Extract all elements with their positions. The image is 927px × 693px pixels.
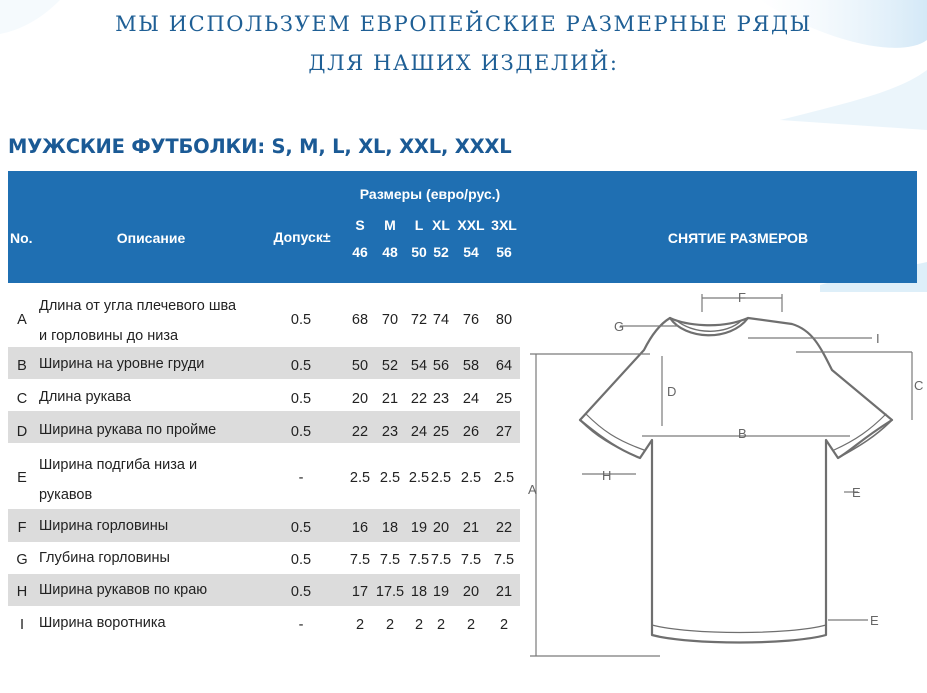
row-value: 7.5 (349, 552, 371, 568)
row-description: Ширина подгиба низа и (39, 457, 198, 473)
row-description: Ширина рукава по пройме (39, 422, 217, 438)
row-value: 18 (410, 584, 428, 600)
diagram-label-d: D (667, 384, 677, 399)
header-description: Описание (116, 230, 186, 246)
row-description: и горловины до низа (39, 328, 179, 344)
row-value: 22 (495, 520, 513, 536)
row-value: 26 (462, 424, 480, 440)
table-row (8, 574, 520, 606)
tshirt-outline (580, 318, 892, 643)
row-value: 56 (432, 358, 450, 374)
row-value: 22 (410, 391, 428, 407)
row-value: 21 (381, 391, 399, 407)
table-row (8, 411, 520, 443)
row-value: 2 (466, 617, 476, 633)
row-value: 2 (385, 617, 395, 633)
row-value: 17.5 (375, 584, 405, 600)
row-no: C (16, 391, 28, 407)
row-tolerance: 0.5 (290, 552, 312, 568)
row-value: 68 (351, 312, 369, 328)
row-tolerance: 0.5 (290, 358, 312, 374)
table-row (8, 542, 520, 574)
row-tolerance: 0.5 (290, 424, 312, 440)
header-euro-size: S (355, 217, 365, 233)
header-measure-title: СНЯТИЕ РАЗМЕРОВ (667, 230, 809, 246)
table-row (8, 509, 520, 542)
table-row (8, 448, 520, 508)
diagram-label-e-sleeve: E (852, 485, 861, 500)
header-rus-size: 50 (411, 244, 427, 260)
row-description: Длина от угла плечевого шва (39, 298, 237, 314)
row-value: 76 (462, 312, 480, 328)
row-value: 17 (351, 584, 369, 600)
row-value: 2.5 (493, 470, 515, 486)
row-no: I (19, 617, 25, 633)
table-header (8, 171, 917, 283)
row-value: 2.5 (379, 470, 401, 486)
row-value: 50 (351, 358, 369, 374)
row-description: Ширина горловины (39, 518, 169, 534)
row-value: 2 (499, 617, 509, 633)
row-value: 74 (432, 312, 450, 328)
table-row (8, 291, 520, 347)
heading-line-1: МЫ ИСПОЛЬЗУЕМ ЕВРОПЕЙСКИЕ РАЗМЕРНЫЕ РЯДЫ (115, 12, 812, 36)
tshirt-measurement-diagram (520, 290, 924, 690)
row-value: 16 (351, 520, 369, 536)
row-value: 20 (462, 584, 480, 600)
row-value: 20 (432, 520, 450, 536)
diagram-label-i: I (876, 331, 880, 346)
tshirt-collar (670, 318, 748, 335)
header-rus-size: 54 (463, 244, 479, 260)
table-row (8, 379, 520, 411)
row-description: рукавов (39, 487, 93, 503)
header-euro-size: XXL (457, 217, 485, 233)
row-tolerance: - (298, 617, 304, 633)
diagram-label-e-hem: E (870, 613, 879, 628)
header-sizes-title: Размеры (евро/рус.) (359, 186, 501, 202)
table-row (8, 606, 520, 642)
diagram-label-a: A (528, 482, 537, 497)
row-no: D (16, 424, 28, 440)
row-value: 23 (381, 424, 399, 440)
row-value: 7.5 (460, 552, 482, 568)
row-value: 7.5 (430, 552, 452, 568)
row-value: 72 (410, 312, 428, 328)
row-value: 25 (432, 424, 450, 440)
header-euro-size: M (384, 217, 396, 233)
row-description: Ширина рукавов по краю (39, 582, 208, 598)
row-description: Длина рукава (39, 389, 131, 405)
table-row (8, 347, 520, 379)
header-tolerance: Допуск± (273, 229, 331, 245)
row-value: 2.5 (408, 470, 430, 486)
row-value: 18 (381, 520, 399, 536)
header-rus-size: 46 (352, 244, 368, 260)
row-tolerance: 0.5 (290, 520, 312, 536)
row-value: 7.5 (493, 552, 515, 568)
header-euro-size: 3XL (491, 217, 517, 233)
section-title: МУЖСКИЕ ФУТБОЛКИ: S, M, L, XL, XXL, XXXL (8, 135, 512, 158)
row-no: G (16, 552, 28, 568)
row-value: 58 (462, 358, 480, 374)
heading-line-2: ДЛЯ НАШИХ ИЗДЕЛИЙ: (308, 51, 619, 75)
row-value: 21 (462, 520, 480, 536)
row-tolerance: 0.5 (290, 584, 312, 600)
row-tolerance: - (298, 470, 304, 486)
diagram-label-f: F (738, 290, 746, 305)
header-euro-size: XL (432, 217, 450, 233)
row-value: 25 (495, 391, 513, 407)
row-value: 7.5 (408, 552, 430, 568)
row-value: 21 (495, 584, 513, 600)
row-value: 19 (432, 584, 450, 600)
header-no: No. (10, 230, 33, 246)
row-value: 64 (495, 358, 513, 374)
row-value: 20 (351, 391, 369, 407)
row-value: 80 (495, 312, 513, 328)
row-description: Ширина воротника (39, 615, 166, 631)
row-value: 27 (495, 424, 513, 440)
row-value: 2 (355, 617, 365, 633)
row-value: 22 (351, 424, 369, 440)
header-rus-size: 48 (382, 244, 398, 260)
diagram-label-b: B (738, 426, 747, 441)
row-value: 2.5 (430, 470, 452, 486)
diagram-label-c: C (914, 378, 924, 393)
row-tolerance: 0.5 (290, 312, 312, 328)
row-no: E (17, 470, 27, 486)
row-value: 24 (410, 424, 428, 440)
diagram-label-h: H (602, 468, 612, 483)
row-no: B (17, 358, 27, 374)
row-value: 2.5 (460, 470, 482, 486)
row-no: A (17, 312, 27, 328)
diagram-label-g: G (614, 319, 625, 334)
header-euro-size: L (414, 217, 424, 233)
row-description: Ширина на уровне груди (39, 356, 205, 372)
row-value: 24 (462, 391, 480, 407)
row-value: 52 (381, 358, 399, 374)
row-value: 7.5 (379, 552, 401, 568)
header-rus-size: 56 (496, 244, 512, 260)
row-tolerance: 0.5 (290, 391, 312, 407)
row-no: H (16, 584, 28, 600)
row-no: F (17, 520, 27, 536)
row-value: 19 (410, 520, 428, 536)
row-description: Глубина горловины (39, 550, 170, 566)
row-value: 2 (436, 617, 446, 633)
row-value: 54 (410, 358, 428, 374)
header-rus-size: 52 (433, 244, 449, 260)
row-value: 2 (414, 617, 424, 633)
row-value: 2.5 (349, 470, 371, 486)
row-value: 70 (381, 312, 399, 328)
row-value: 23 (432, 391, 450, 407)
